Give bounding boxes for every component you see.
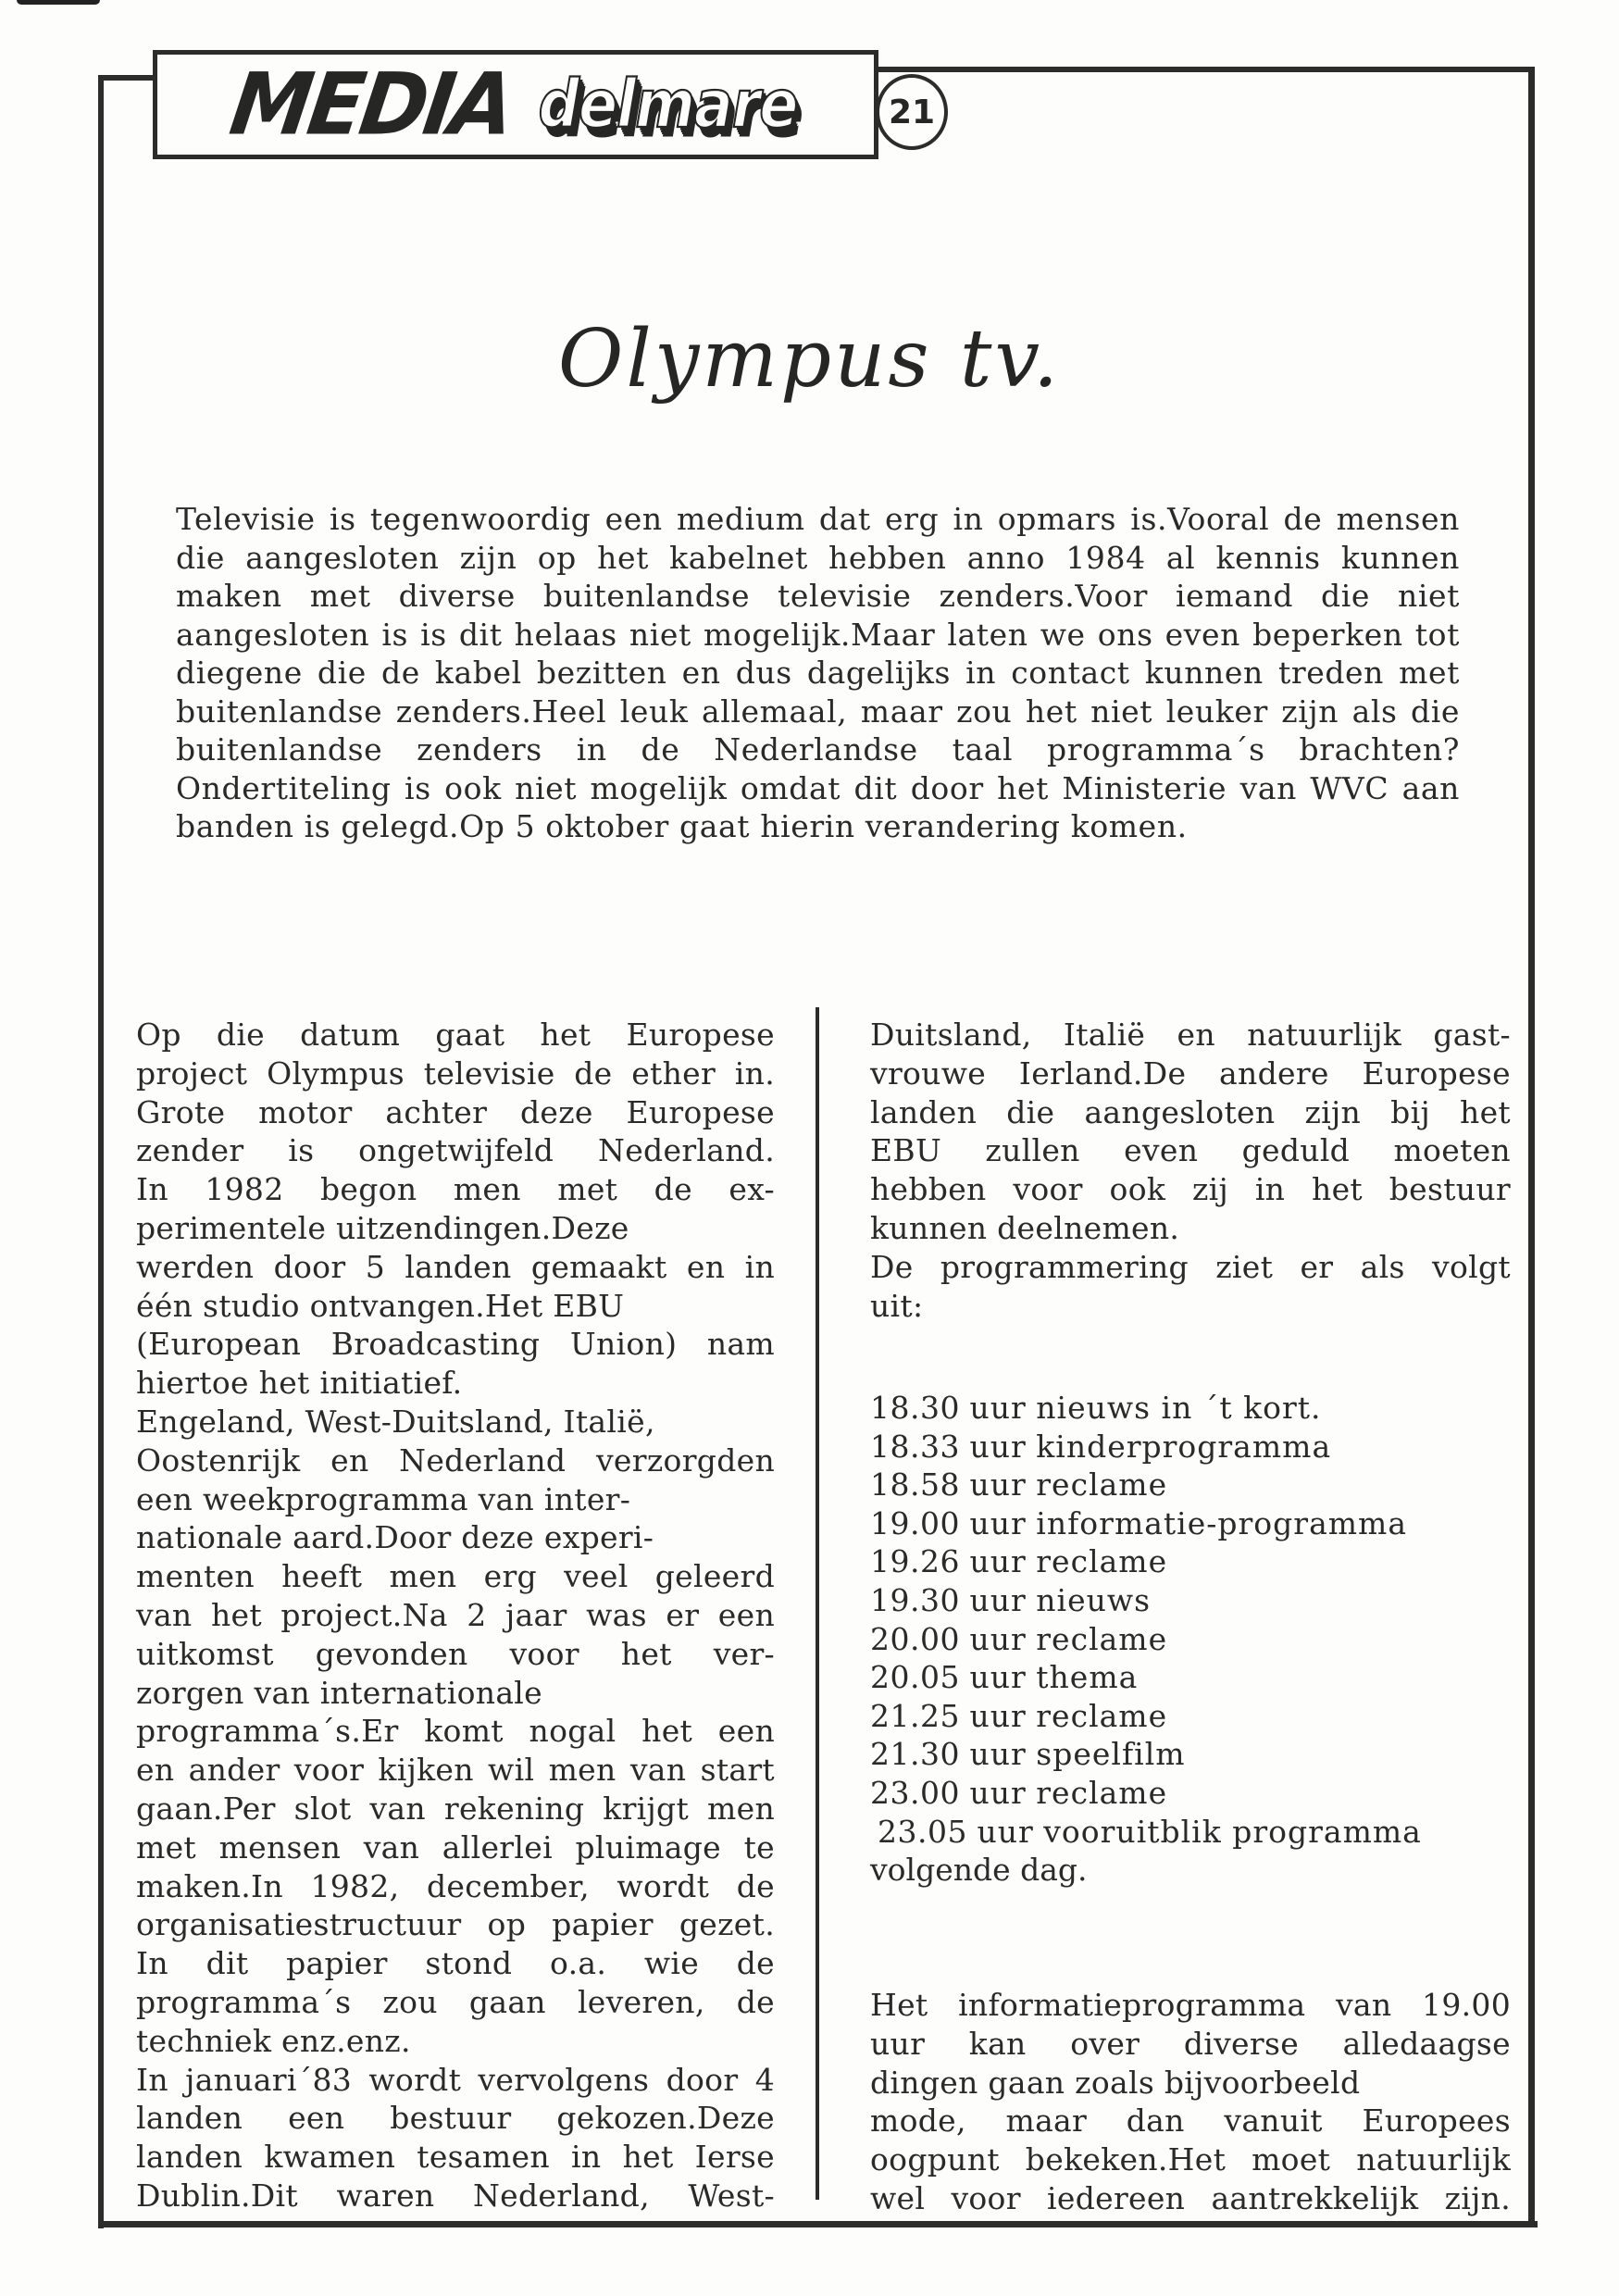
logo-delmare: delmare — [538, 65, 798, 144]
text-line: zender is ongetwijfeld Nederland. — [136, 1132, 775, 1169]
text-line: techniek enz.enz. — [136, 2022, 411, 2059]
text-line: landen een bestuur gekozen.Deze — [136, 2100, 775, 2137]
schedule-unit: uur — [969, 1736, 1027, 1773]
schedule-program: reclame — [1036, 1774, 1168, 1811]
text-line: oogpunt bekeken.Het moet natuurlijk — [870, 2141, 1511, 2178]
schedule-program: informatie-programma — [1036, 1504, 1408, 1541]
schedule-row — [870, 1697, 1518, 1736]
text-line: mode, maar dan vanuit Europees — [870, 2103, 1511, 2140]
column-divider — [816, 1007, 819, 2200]
schedule-time: 19.00 — [870, 1504, 960, 1541]
schedule-row — [870, 1389, 1518, 1428]
left-column — [136, 1016, 775, 2215]
text-line: uit: — [870, 1287, 924, 1324]
schedule-program: kinderprogramma — [1036, 1428, 1332, 1465]
schedule-unit: uur — [969, 1697, 1027, 1734]
schedule-time: 21.30 — [870, 1736, 960, 1773]
schedule-program: nieuws in ´t kort. — [1036, 1390, 1322, 1426]
schedule-unit: uur — [969, 1428, 1027, 1465]
schedule-unit: uur — [969, 1390, 1027, 1426]
schedule-time: 20.05 — [870, 1659, 960, 1696]
text-line: een weekprogramma van inter- — [136, 1480, 631, 1517]
schedule-time: 19.26 — [870, 1543, 960, 1580]
schedule-row — [870, 1466, 1518, 1504]
schedule-time: 18.33 — [870, 1428, 960, 1465]
schedule-time: 18.30 — [870, 1390, 960, 1426]
schedule-row — [870, 1581, 1518, 1620]
text-line: In dit papier stond o.a. wie de — [136, 1945, 775, 1982]
schedule-unit: uur — [969, 1543, 1027, 1580]
text-line: perimentele uitzendingen.Deze — [136, 1209, 629, 1246]
schedule-time: 21.25 — [870, 1697, 960, 1734]
schedule-unit: uur — [969, 1659, 1027, 1696]
schedule-program: reclame — [1036, 1697, 1168, 1734]
schedule-program: reclame — [1036, 1466, 1168, 1504]
schedule-unit: uur — [969, 1774, 1027, 1811]
masthead — [153, 50, 878, 159]
schedule-program: speelfilm — [1036, 1736, 1186, 1773]
schedule-program: reclame — [1036, 1543, 1168, 1580]
schedule-unit: uur — [969, 1466, 1027, 1504]
text-line: programma´s zou gaan leveren, de — [136, 1983, 775, 2020]
schedule-program: vooruitblik programma — [1043, 1813, 1422, 1850]
schedule-unit: uur — [969, 1620, 1027, 1657]
text-line: De programmering ziet er als volgt — [870, 1248, 1511, 1285]
logo-media: MEDIA — [224, 54, 518, 155]
text-line: uur kan over diverse alledaagse — [870, 2025, 1511, 2062]
text-line: In 1982 begon men met de ex- — [136, 1171, 775, 1208]
schedule-continuation: volgende dag. — [870, 1852, 1088, 1889]
page-frame-bottom — [98, 2221, 1538, 2227]
text-line: landen kwamen tesamen in het Ierse — [136, 2139, 775, 2176]
text-line: gaan.Per slot van rekening krijgt men — [136, 1790, 775, 1827]
text-line: Duitsland, Italië en natuurlijk gast- — [870, 1017, 1511, 1053]
schedule-program: thema — [1036, 1659, 1139, 1696]
page-frame-left-top — [98, 75, 156, 81]
schedule-program: reclame — [1036, 1620, 1168, 1657]
scan-artifact — [17, 0, 100, 5]
schedule-row — [870, 1735, 1518, 1774]
schedule-row — [870, 1428, 1518, 1466]
text-line: van het project.Na 2 jaar was er een — [136, 1596, 775, 1633]
text-line: Engeland, West-Duitsland, Italië, — [136, 1403, 655, 1440]
schedule-time: 23.00 — [870, 1774, 960, 1811]
schedule-time: 20.00 — [870, 1620, 960, 1657]
text-line: programma´s.Er komt nogal het een — [136, 1713, 775, 1750]
closing-paragraph — [870, 1986, 1511, 2218]
text-line: Grote motor achter deze Europese — [136, 1093, 775, 1130]
schedule-row — [870, 1774, 1518, 1813]
text-line: Op die datum gaat het Europese — [136, 1017, 775, 1053]
page-frame-top — [872, 67, 1535, 72]
article-title: Olympus tv. — [557, 313, 1062, 406]
schedule-row — [870, 1504, 1518, 1543]
schedule-program: nieuws — [1036, 1581, 1152, 1618]
text-line: menten heeft men erg veel geleerd — [136, 1558, 775, 1595]
schedule-time: 19.30 — [870, 1581, 960, 1618]
text-line: dingen gaan zoals bijvoorbeeld — [870, 2064, 1361, 2101]
text-line: en ander voor kijken wil men van start — [136, 1752, 775, 1789]
intro-paragraph: Televisie is tegenwoordig een medium dat erg in opmars is.Vooral de mensen die aangesloten zijn op het kabelnet hebben anno 1984 al kennis kunnen maken met diverse buitenlandse televisie zenders.Voor iemand die niet aangesloten is is dit helaas niet mogelijk.Maar laten we ons even beperken tot diegene die de kabel bezitten en dus dagelijks in contact kunnen treden met buitenlandse zenders.Heel leuk allemaal, maar zou het niet leuker zijn als die buitenlandse zenders in de Nederlandse taal programma´s brachten? Ondertiteling is ook niet mogelijk omdat dit door het Ministerie van WVC aan banden is gelegd.Op 5 oktober gaat hierin verandering komen. — [176, 501, 1460, 844]
text-line: met mensen van allerlei pluimage te — [136, 1828, 775, 1866]
text-line: vrouwe Ierland.De andere Europese — [870, 1054, 1511, 1092]
program-schedule — [870, 1389, 1518, 1890]
schedule-time: 23.05 — [878, 1813, 967, 1850]
page-number: 21 — [888, 93, 936, 131]
text-line: werden door 5 landen gemaakt en in — [136, 1248, 775, 1285]
text-line: Oostenrijk en Nederland verzorgden — [136, 1441, 775, 1479]
text-line: EBU zullen even geduld moeten — [870, 1132, 1511, 1169]
text-line: project Olympus televisie de ether in. — [136, 1054, 775, 1092]
right-column — [870, 1016, 1511, 1325]
text-line: hebben voor ook zij in het bestuur — [870, 1171, 1511, 1208]
schedule-row — [870, 1658, 1518, 1697]
text-line: uitkomst gevonden voor het ver- — [136, 1635, 775, 1672]
schedule-unit: uur — [969, 1581, 1027, 1618]
text-line: wel voor iedereen aantrekkelijk zijn. — [870, 2179, 1511, 2216]
text-line: maken.In 1982, december, wordt de — [136, 1867, 775, 1904]
schedule-unit: uur — [969, 1504, 1027, 1541]
schedule-row — [870, 1620, 1518, 1659]
page-number-badge — [876, 74, 948, 150]
text-line: hiertoe het initiatief. — [136, 1365, 463, 1402]
schedule-row — [870, 1813, 1518, 1852]
text-line: Dublin.Dit waren Nederland, West- — [136, 2177, 775, 2214]
text-line: In januari´83 wordt vervolgens door 4 — [136, 2061, 775, 2098]
text-line: Het informatieprogramma van 19.00 — [870, 1987, 1511, 2023]
schedule-row — [870, 1542, 1518, 1581]
schedule-time: 18.58 — [870, 1466, 960, 1504]
text-line: (European Broadcasting Union) nam — [136, 1326, 775, 1363]
text-line: kunnen deelnemen. — [870, 1209, 1180, 1246]
text-line: organisatiestructuur op papier gezet. — [136, 1906, 775, 1943]
text-line: zorgen van internationale — [136, 1674, 542, 1711]
text-line: één studio ontvangen.Het EBU — [136, 1287, 625, 1324]
text-line: landen die aangesloten zijn bij het — [870, 1093, 1511, 1130]
text-line: nationale aard.Door deze experi- — [136, 1519, 654, 1556]
schedule-unit: uur — [977, 1813, 1034, 1850]
